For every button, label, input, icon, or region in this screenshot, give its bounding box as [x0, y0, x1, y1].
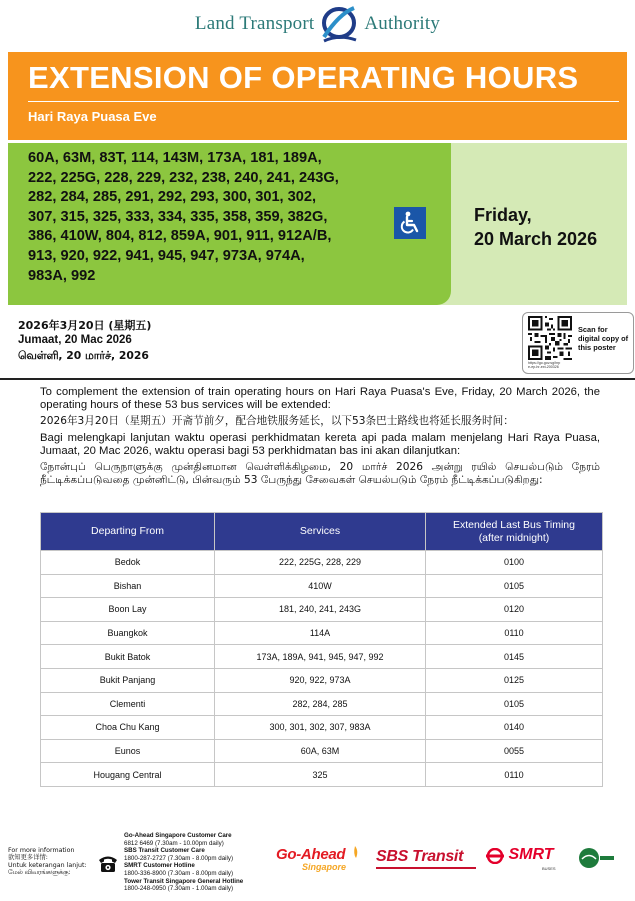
hotline-detail: 1800-336-8900 (7.30am - 8.00pm daily)	[124, 869, 234, 877]
header-departing-from: Departing From	[41, 513, 215, 551]
cell-services: 222, 225G, 228, 229	[215, 551, 426, 575]
cell-timing: 0105	[426, 574, 603, 598]
cell-services: 282, 284, 285	[215, 692, 426, 716]
table-row	[41, 668, 603, 692]
date-chinese: 2026年3月20日 (星期五)	[18, 319, 152, 332]
cell-timing: 0140	[426, 716, 603, 740]
header-services: Services	[215, 513, 426, 551]
cell-departing-from: Boon Lay	[41, 598, 215, 622]
service-day: Friday,	[474, 205, 532, 225]
services-line: 222, 225G, 228, 229, 232, 238, 240, 241, 243G,	[28, 169, 339, 186]
qr-panel[interactable]	[522, 312, 634, 374]
cell-timing: 0110	[426, 621, 603, 645]
cell-services: 181, 240, 241, 243G	[215, 598, 426, 622]
cell-departing-from: Bukit Panjang	[41, 668, 215, 692]
wheelchair-icon	[394, 207, 426, 239]
table-row	[41, 763, 603, 787]
cell-timing: 0125	[426, 668, 603, 692]
cell-timing: 0105	[426, 692, 603, 716]
page-subtitle: Hari Raya Puasa Eve	[28, 109, 157, 124]
multilingual-dates	[18, 318, 151, 363]
title-banner	[8, 52, 627, 140]
smrt-logo: SMRT BUSES	[486, 846, 554, 864]
lta-header	[0, 0, 635, 48]
hotline-name: SBS Transit Customer Care	[124, 847, 205, 855]
cell-services: 410W	[215, 574, 426, 598]
cell-services: 920, 922, 973A	[215, 668, 426, 692]
table-row	[41, 692, 603, 716]
table-row	[41, 716, 603, 740]
sbs-underline	[376, 867, 476, 869]
cell-services: 325	[215, 763, 426, 787]
services-table	[40, 512, 603, 787]
page-title: EXTENSION OF OPERATING HOURS	[28, 60, 579, 95]
table-row	[41, 645, 603, 669]
more-info-label: For more information 欲知更多详情: Untuk keterangan lanjut: மேல் விவரங்களுக்கு:	[8, 847, 87, 876]
table-row	[41, 574, 603, 598]
cell-departing-from: Clementi	[41, 692, 215, 716]
tower-transit-logo-icon	[578, 846, 616, 870]
cell-services: 173A, 189A, 941, 945, 947, 992	[215, 645, 426, 669]
org-name-left: Land Transport	[194, 13, 315, 34]
services-line: 983A, 992	[28, 267, 96, 284]
services-line: 386, 410W, 804, 812, 859A, 901, 911, 912A/B,	[28, 228, 332, 245]
cell-timing: 0110	[426, 763, 603, 787]
cell-departing-from: Choa Chu Kang	[41, 716, 215, 740]
hotline-name: Tower Transit Singapore General Hotline	[124, 877, 244, 885]
cell-departing-from: Bukit Batok	[41, 645, 215, 669]
cell-services: 60A, 63M	[215, 739, 426, 763]
hotline-name: SMRT Customer Hotline	[124, 862, 195, 870]
cell-departing-from: Bedok	[41, 551, 215, 575]
cell-departing-from: Hougang Central	[41, 763, 215, 787]
qr-url: https://go.gov.sg/hrp e-ep-hr-ext-200326	[528, 361, 561, 370]
services-line: 913, 920, 922, 941, 945, 947, 973A, 974A,	[28, 247, 305, 264]
cell-timing: 0055	[426, 739, 603, 763]
hotline-name: Go-Ahead Singapore Customer Care	[124, 832, 232, 839]
intro-malay: Bagi melengkapi lanjutan waktu operasi perkhidmatan kereta api pada malam menjelang Hari Raya Puasa, Jumaat, 20 Mac 2026, waktu operasi bagi 53 perkhidmatan bas ini akan dilanjutkan:	[40, 432, 600, 457]
lta-logo-icon	[318, 4, 360, 44]
hotline-detail: 6812 6469 (7.30am - 10.00pm daily)	[124, 839, 224, 847]
table-row	[41, 739, 603, 763]
cell-departing-from: Eunos	[41, 739, 215, 763]
goahead-logo: Go-Ahead Singapore	[276, 846, 360, 864]
table-row	[41, 621, 603, 645]
hotline-detail: 1800-287-2727 (7.30am - 8.00pm daily)	[124, 854, 234, 862]
phone-icon	[97, 852, 119, 874]
services-line: 282, 284, 285, 291, 292, 293, 300, 301, 302,	[28, 189, 317, 206]
service-date	[474, 203, 597, 251]
intro-chinese: 2026年3月20日（星期五）开斋节前夕，配合地铁服务延长，以下53条巴士路线也将延长服务时间：	[40, 415, 514, 427]
cell-timing: 0145	[426, 645, 603, 669]
hotlines-list	[124, 832, 243, 893]
services-list	[8, 143, 451, 305]
org-name-right: Authority	[364, 13, 441, 34]
table-row	[41, 551, 603, 575]
qr-caption: Scan for digital copy of this poster	[578, 325, 629, 352]
services-line: 307, 315, 325, 333, 334, 335, 358, 359, 382G,	[28, 208, 328, 225]
table-header-row	[41, 513, 603, 551]
footer	[0, 822, 635, 901]
title-divider	[28, 101, 619, 102]
intro-english: To complement the extension of train operating hours on Hari Raya Puasa's Eve, Friday, 20 March 2026, the operating hours of these 53 bus services will be extended:	[40, 386, 600, 411]
cell-departing-from: Buangkok	[41, 621, 215, 645]
header-last-bus-timing: Extended Last Bus Timing (after midnight)	[426, 513, 603, 551]
cell-services: 300, 301, 302, 307, 983A	[215, 716, 426, 740]
cell-timing: 0100	[426, 551, 603, 575]
hotline-detail: 1800-248-0950 (7.30am - 1.00am daily)	[124, 885, 234, 893]
goahead-flame-icon	[350, 846, 360, 858]
section-divider	[0, 378, 635, 380]
date-tamil: வெள்ளி, 20 மார்ச், 2026	[18, 349, 149, 362]
cell-departing-from: Bishan	[41, 574, 215, 598]
cell-timing: 0120	[426, 598, 603, 622]
date-malay: Jumaat, 20 Mac 2026	[18, 334, 132, 346]
cell-services: 114A	[215, 621, 426, 645]
smrt-symbol-icon	[486, 848, 504, 864]
table-row	[41, 598, 603, 622]
services-panel	[8, 143, 627, 305]
service-date-value: 20 March 2026	[474, 229, 598, 249]
services-line: 60A, 63M, 83T, 114, 143M, 173A, 181, 189A,	[28, 150, 322, 166]
intro-tamil: நோன்புப் பெருநாளுக்கு முன்தினமான வெள்ளிக்கிழமை, 20 மார்ச் 2026 அன்று ரயில் செயல்படும் நேரம் நீட்டிக்கப்படுவதை முன்னிட்டு, பின்வரும் 53 பேருந்து சேவைகள் செயல்படும் நேரம் நீட்டிக்கப்படுகிறது:	[40, 461, 600, 486]
sbs-transit-logo: SBS Transit	[376, 848, 463, 866]
qr-code-icon[interactable]	[528, 316, 572, 360]
